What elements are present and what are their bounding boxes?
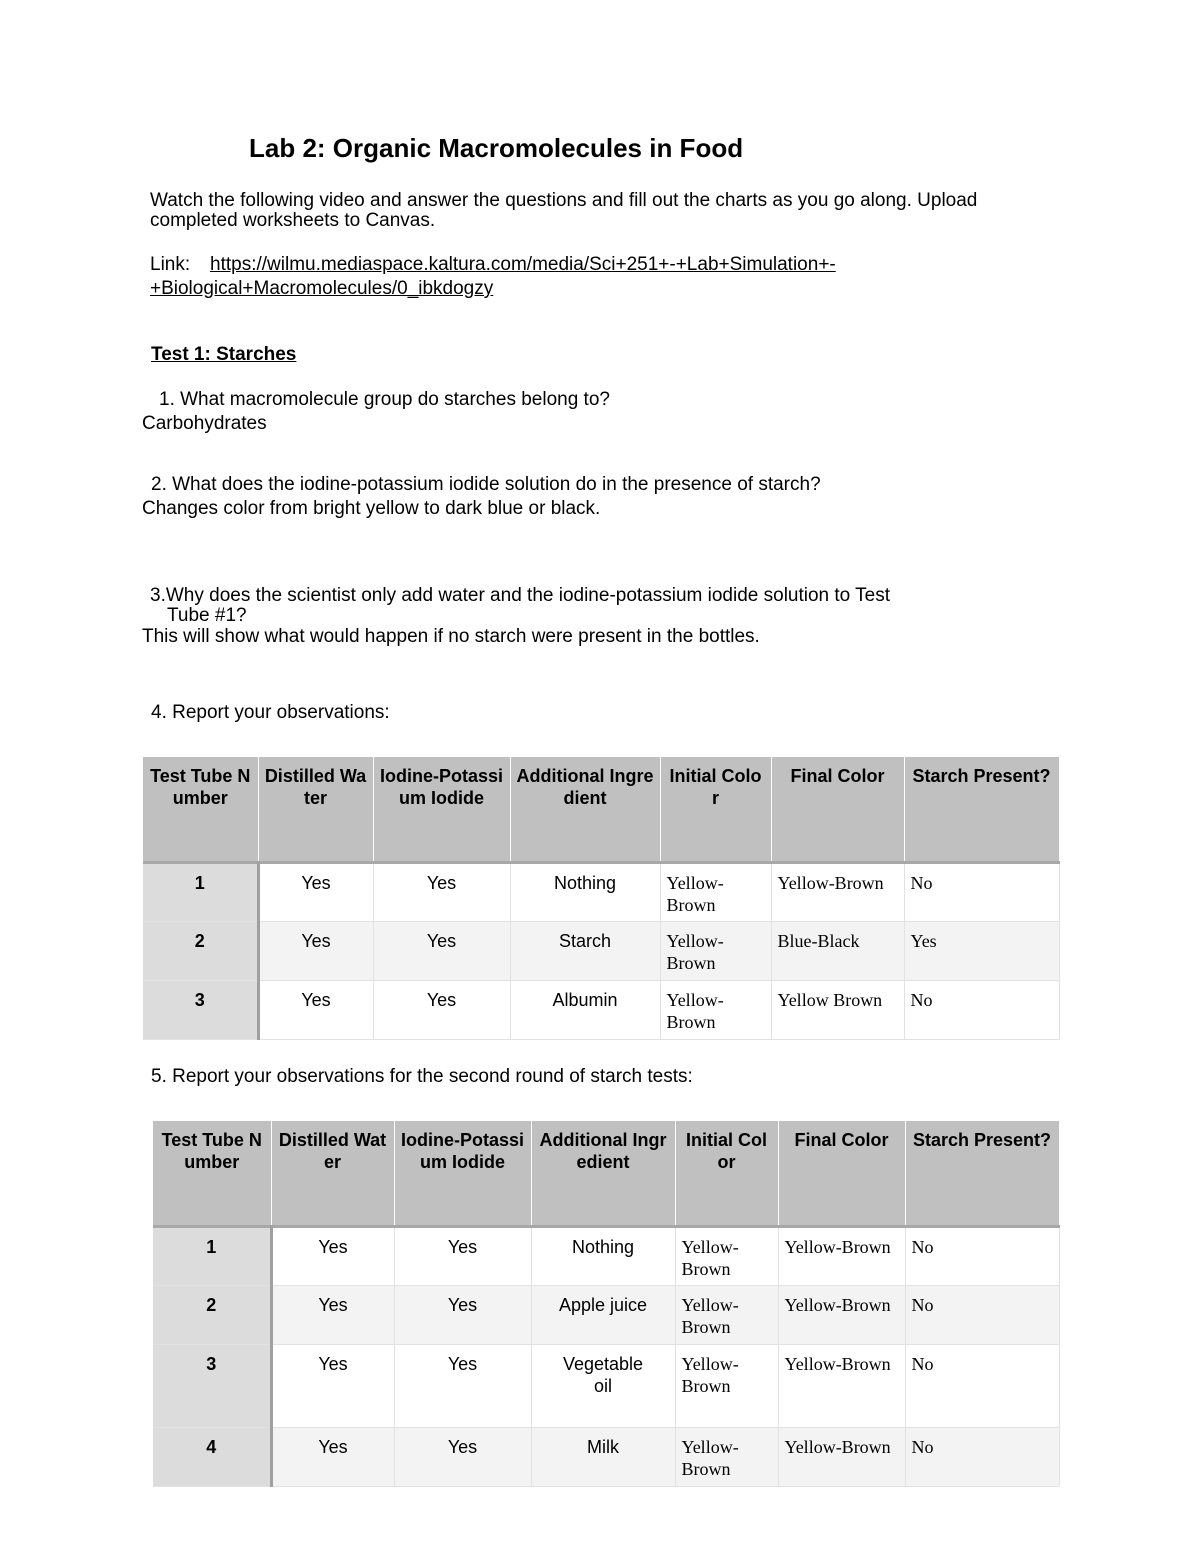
cell-initial-color: Yellow-Brown [660, 921, 771, 980]
cell-tube-number: 4 [153, 1427, 271, 1486]
cell-distilled-water: Yes [271, 1285, 394, 1344]
cell-distilled-water: Yes [271, 1427, 394, 1486]
table-row [143, 980, 1059, 1039]
cell-final-color: Blue-Black [771, 921, 904, 980]
question-4: 4. Report your observations: [151, 702, 390, 723]
page-title: Lab 2: Organic Macromolecules in Food [249, 133, 744, 163]
table-header-row [143, 757, 1059, 862]
cell-starch-present: No [904, 980, 1059, 1039]
header-distilled-water: Distilled Water [258, 757, 373, 862]
cell-initial-color: Yellow-Brown [660, 862, 771, 921]
table-row [153, 1226, 1059, 1285]
header-iodine-potassium-iodide: Iodine-Potassium Iodide [373, 757, 510, 862]
cell-ingredient: Starch [510, 921, 660, 980]
cell-starch-present: No [905, 1344, 1059, 1427]
answer-2: Changes color from bright yellow to dark blue or black. [142, 498, 601, 519]
cell-tube-number: 1 [153, 1226, 271, 1285]
cell-ingredient: Nothing [531, 1226, 675, 1285]
cell-initial-color: Yellow-Brown [675, 1226, 778, 1285]
cell-distilled-water: Yes [258, 980, 373, 1039]
cell-final-color: Yellow-Brown [771, 862, 904, 921]
cell-iodine: Yes [373, 862, 510, 921]
cell-iodine: Yes [394, 1427, 531, 1486]
header-final-color: Final Color [778, 1121, 905, 1226]
cell-iodine: Yes [373, 980, 510, 1039]
observations-table-2 [153, 1121, 1060, 1487]
cell-starch-present: Yes [904, 921, 1059, 980]
header-starch-present: Starch Present? [905, 1121, 1059, 1226]
cell-iodine: Yes [394, 1285, 531, 1344]
cell-starch-present: No [905, 1285, 1059, 1344]
answer-1: Carbohydrates [142, 413, 267, 434]
cell-initial-color: Yellow-Brown [675, 1344, 778, 1427]
cell-tube-number: 3 [153, 1344, 271, 1427]
cell-distilled-water: Yes [258, 862, 373, 921]
video-link-line [150, 253, 950, 301]
table-header-row [153, 1121, 1059, 1226]
question-3 [150, 586, 1020, 626]
cell-initial-color: Yellow-Brown [660, 980, 771, 1039]
cell-starch-present: No [905, 1226, 1059, 1285]
cell-ingredient: Milk [531, 1427, 675, 1486]
cell-ingredient: Nothing [510, 862, 660, 921]
header-distilled-water: Distilled Water [271, 1121, 394, 1226]
header-starch-present: Starch Present? [904, 757, 1059, 862]
cell-starch-present: No [905, 1427, 1059, 1486]
cell-iodine: Yes [373, 921, 510, 980]
cell-starch-present: No [904, 862, 1059, 921]
question-1: 1. What macromolecule group do starches belong to? [159, 389, 610, 410]
header-iodine-potassium-iodide: Iodine-Potassium Iodide [394, 1121, 531, 1226]
header-test-tube-number: Test Tube Number [143, 757, 258, 862]
cell-distilled-water: Yes [258, 921, 373, 980]
intro-text: Watch the following video and answer the questions and fill out the charts as you go along. Upload completed worksheets to Canvas. [150, 190, 978, 231]
table-row [153, 1285, 1059, 1344]
cell-final-color: Yellow-Brown [778, 1226, 905, 1285]
cell-final-color: Yellow-Brown [778, 1427, 905, 1486]
question-5: 5. Report your observations for the second round of starch tests: [151, 1066, 693, 1087]
cell-tube-number: 3 [143, 980, 258, 1039]
table-row [153, 1344, 1059, 1427]
video-link[interactable]: https://wilmu.mediaspace.kaltura.com/media/Sci+251+-+Lab+Simulation+-+Biological+Macromolecules/0_ibkdogzy [150, 254, 836, 299]
cell-ingredient: Vegetable oil [531, 1344, 675, 1427]
header-initial-color: Initial Color [660, 757, 771, 862]
cell-tube-number: 2 [153, 1285, 271, 1344]
cell-tube-number: 2 [143, 921, 258, 980]
cell-initial-color: Yellow-Brown [675, 1427, 778, 1486]
cell-ingredient: Apple juice [531, 1285, 675, 1344]
answer-3: This will show what would happen if no starch were present in the bottles. [142, 626, 760, 647]
link-label: Link: [150, 254, 191, 275]
cell-final-color: Yellow-Brown [778, 1344, 905, 1427]
cell-initial-color: Yellow-Brown [675, 1285, 778, 1344]
header-final-color: Final Color [771, 757, 904, 862]
question-3-text: 3.Why does the scientist only add water and the iodine-potassium iodide solution to Test [150, 585, 891, 606]
header-additional-ingredient: Additional Ingredient [510, 757, 660, 862]
observations-table-1 [143, 757, 1060, 1040]
section-title: Test 1: Starches [151, 344, 297, 365]
cell-final-color: Yellow Brown [771, 980, 904, 1039]
table-row [153, 1427, 1059, 1486]
header-initial-color: Initial Color [675, 1121, 778, 1226]
cell-iodine: Yes [394, 1344, 531, 1427]
cell-iodine: Yes [394, 1226, 531, 1285]
cell-distilled-water: Yes [271, 1344, 394, 1427]
header-additional-ingredient: Additional Ingredient [531, 1121, 675, 1226]
cell-tube-number: 1 [143, 862, 258, 921]
question-2: 2. What does the iodine-potassium iodide solution do in the presence of starch? [151, 474, 821, 495]
cell-final-color: Yellow-Brown [778, 1285, 905, 1344]
cell-distilled-water: Yes [271, 1226, 394, 1285]
header-test-tube-number: Test Tube Number [153, 1121, 271, 1226]
question-3-continuation: Tube #1? [167, 605, 247, 626]
table-row [143, 862, 1059, 921]
cell-ingredient: Albumin [510, 980, 660, 1039]
table-row [143, 921, 1059, 980]
